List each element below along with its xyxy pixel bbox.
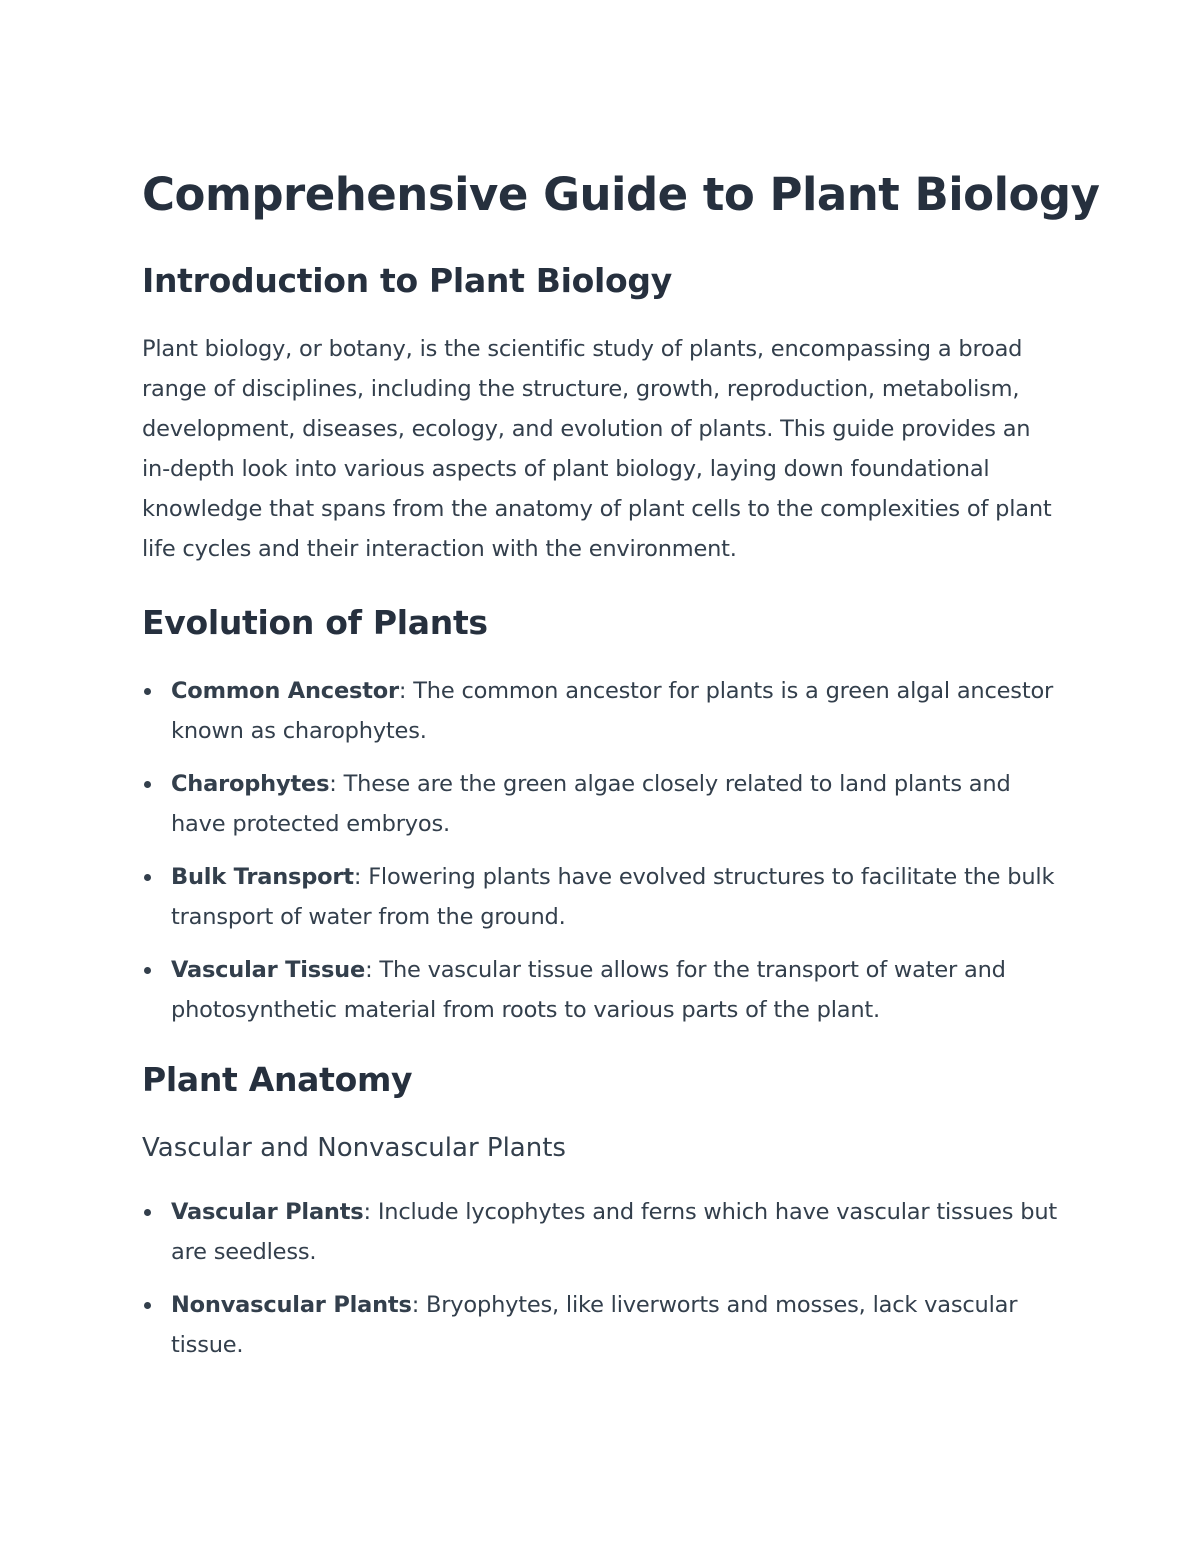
list-item-text: : The common ancestor for plants is a green algal ancestor known as charophytes. xyxy=(171,678,1054,744)
list-item-term: Nonvascular Plants xyxy=(171,1292,412,1318)
bullet-icon xyxy=(144,688,151,695)
list-item-text: : The vascular tissue allows for the transport of water and photosynthetic material from roots to various parts of the plant. xyxy=(171,957,1006,1023)
list-item xyxy=(142,857,1062,937)
list-item xyxy=(142,1192,1062,1272)
section-heading-evolution: Evolution of Plants xyxy=(142,603,488,642)
list-item xyxy=(142,764,1062,844)
list-item-term: Vascular Tissue xyxy=(171,957,366,983)
list-item-term: Vascular Plants xyxy=(171,1199,364,1225)
list-item-term: Charophytes xyxy=(171,771,330,797)
list-item-text: : Flowering plants have evolved structures to facilitate the bulk transport of water from the ground. xyxy=(171,864,1055,930)
list-item-term: Common Ancestor xyxy=(171,678,399,704)
bullet-icon xyxy=(144,1209,151,1216)
section-heading-anatomy: Plant Anatomy xyxy=(142,1060,413,1099)
list-item xyxy=(142,1285,1062,1365)
list-item-text: : Bryophytes, like liverworts and mosses, lack vascular tissue. xyxy=(171,1292,1018,1358)
list-item-text: : Include lycophytes and ferns which have vascular tissues but are seedless. xyxy=(171,1199,1058,1265)
list-item-text: : These are the green algae closely related to land plants and have protected embryos. xyxy=(171,771,1011,837)
list-item xyxy=(142,671,1062,751)
anatomy-list xyxy=(142,1192,1062,1365)
section-heading-introduction: Introduction to Plant Biology xyxy=(142,261,672,300)
evolution-list xyxy=(142,671,1062,1030)
subsection-heading-vascular: Vascular and Nonvascular Plants xyxy=(142,1133,566,1163)
introduction-paragraph: Plant biology, or botany, is the scientific study of plants, encompassing a broad range of disciplines, including the structure, growth, reproduction, metabolism, development, diseases, ecology, and evolution of plants. This guide provides an in-depth look into various aspects of plant biology, laying down foundational knowledge that spans from the anatomy of plant cells to the complexities of plant life cycles and their interaction with the environment. xyxy=(142,336,1052,562)
page-title: Comprehensive Guide to Plant Biology xyxy=(142,168,1100,221)
bullet-icon xyxy=(144,1302,151,1309)
bullet-icon xyxy=(144,967,151,974)
list-item-term: Bulk Transport xyxy=(171,864,354,890)
list-item xyxy=(142,950,1062,1030)
bullet-icon xyxy=(144,781,151,788)
bullet-icon xyxy=(144,874,151,881)
document-page xyxy=(142,165,1100,1365)
